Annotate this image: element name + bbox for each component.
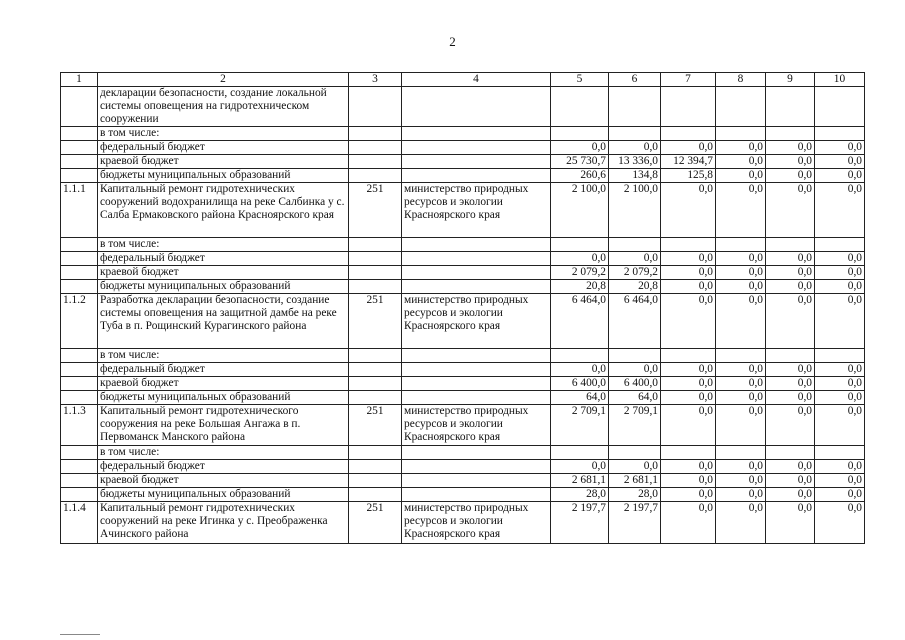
sub-row <box>61 87 865 127</box>
item-number <box>61 169 98 183</box>
value-cell: 6 400,0 <box>551 377 609 391</box>
item-number <box>61 252 98 266</box>
value-cell: 0,0 <box>766 169 815 183</box>
value-cell: 0,0 <box>766 141 815 155</box>
value-cell <box>766 238 815 252</box>
value-cell: 6 400,0 <box>609 377 661 391</box>
value-cell: 2 681,1 <box>551 474 609 488</box>
value-cell: 0,0 <box>815 377 865 391</box>
item-code <box>349 377 402 391</box>
item-number <box>61 391 98 405</box>
column-header: 10 <box>815 73 865 87</box>
value-cell: 0,0 <box>766 474 815 488</box>
value-cell: 0,0 <box>661 294 716 349</box>
column-header: 2 <box>98 73 349 87</box>
value-cell: 0,0 <box>661 460 716 474</box>
value-cell: 2 709,1 <box>609 405 661 446</box>
value-cell: 0,0 <box>661 488 716 502</box>
item-number <box>61 446 98 460</box>
item-code <box>349 474 402 488</box>
value-cell: 0,0 <box>716 266 766 280</box>
value-cell: 2 079,2 <box>551 266 609 280</box>
value-cell <box>551 87 609 127</box>
responsible-org <box>402 280 551 294</box>
item-code <box>349 391 402 405</box>
row-label: декларации безопасности, создание локальной системы оповещения на гидротехническом сооружении <box>98 87 349 127</box>
value-cell: 0,0 <box>815 460 865 474</box>
footnote-rule <box>60 634 100 635</box>
item-number <box>61 141 98 155</box>
column-header: 9 <box>766 73 815 87</box>
value-cell: 0,0 <box>815 280 865 294</box>
value-cell: 0,0 <box>766 502 815 544</box>
responsible-org <box>402 141 551 155</box>
column-header: 4 <box>402 73 551 87</box>
row-label: в том числе: <box>98 238 349 252</box>
value-cell: 0,0 <box>661 405 716 446</box>
responsible-org <box>402 446 551 460</box>
value-cell <box>766 446 815 460</box>
item-code <box>349 169 402 183</box>
row-label: федеральный бюджет <box>98 141 349 155</box>
value-cell <box>815 87 865 127</box>
value-cell <box>815 446 865 460</box>
value-cell: 2 197,7 <box>551 502 609 544</box>
responsible-org <box>402 266 551 280</box>
item-code <box>349 280 402 294</box>
row-label: в том числе: <box>98 446 349 460</box>
column-header: 3 <box>349 73 402 87</box>
row-label: федеральный бюджет <box>98 363 349 377</box>
responsible-org: министерство природных ресурсов и экологии Красноярского края <box>402 405 551 446</box>
row-label: федеральный бюджет <box>98 252 349 266</box>
value-cell: 0,0 <box>716 280 766 294</box>
value-cell: 0,0 <box>661 502 716 544</box>
value-cell <box>551 446 609 460</box>
value-cell: 0,0 <box>766 363 815 377</box>
item-number <box>61 155 98 169</box>
value-cell <box>609 349 661 363</box>
item-number: 1.1.4 <box>61 502 98 544</box>
value-cell: 0,0 <box>815 405 865 446</box>
sub-row <box>61 446 865 460</box>
row-label: бюджеты муниципальных образований <box>98 391 349 405</box>
item-code: 251 <box>349 405 402 446</box>
value-cell: 260,6 <box>551 169 609 183</box>
item-code <box>349 238 402 252</box>
value-cell: 0,0 <box>551 363 609 377</box>
value-cell <box>609 127 661 141</box>
value-cell: 0,0 <box>716 294 766 349</box>
value-cell: 0,0 <box>716 488 766 502</box>
item-name: Капитальный ремонт гидротехнических сооружений на реке Игинка у с. Преображенка Ачинского района <box>98 502 349 544</box>
page-number: 2 <box>449 34 456 49</box>
value-cell: 0,0 <box>551 460 609 474</box>
responsible-org: министерство природных ресурсов и экологии Красноярского края <box>402 183 551 238</box>
value-cell: 13 336,0 <box>609 155 661 169</box>
value-cell: 0,0 <box>716 460 766 474</box>
value-cell: 0,0 <box>661 391 716 405</box>
sub-row <box>61 238 865 252</box>
value-cell: 0,0 <box>716 391 766 405</box>
item-number: 1.1.3 <box>61 405 98 446</box>
value-cell: 0,0 <box>661 183 716 238</box>
item-code <box>349 488 402 502</box>
sub-row <box>61 280 865 294</box>
row-label: краевой бюджет <box>98 266 349 280</box>
value-cell: 2 197,7 <box>609 502 661 544</box>
responsible-org <box>402 474 551 488</box>
value-cell <box>551 238 609 252</box>
item-number <box>61 238 98 252</box>
value-cell: 0,0 <box>609 141 661 155</box>
value-cell: 0,0 <box>609 460 661 474</box>
responsible-org <box>402 252 551 266</box>
responsible-org <box>402 169 551 183</box>
item-number <box>61 474 98 488</box>
value-cell: 0,0 <box>716 252 766 266</box>
item-code <box>349 127 402 141</box>
value-cell <box>716 127 766 141</box>
responsible-org: министерство природных ресурсов и экологии Красноярского края <box>402 502 551 544</box>
value-cell: 20,8 <box>551 280 609 294</box>
sub-row <box>61 141 865 155</box>
item-row <box>61 405 865 446</box>
value-cell: 0,0 <box>815 502 865 544</box>
item-code <box>349 155 402 169</box>
value-cell: 0,0 <box>716 474 766 488</box>
table-body <box>61 73 865 544</box>
sub-row <box>61 488 865 502</box>
value-cell: 134,8 <box>609 169 661 183</box>
responsible-org <box>402 155 551 169</box>
item-number <box>61 377 98 391</box>
value-cell <box>661 238 716 252</box>
value-cell: 0,0 <box>815 488 865 502</box>
budget-table <box>60 72 865 544</box>
item-number: 1.1.1 <box>61 183 98 238</box>
value-cell: 0,0 <box>716 502 766 544</box>
item-number <box>61 488 98 502</box>
responsible-org <box>402 377 551 391</box>
row-label: бюджеты муниципальных образований <box>98 169 349 183</box>
value-cell: 0,0 <box>815 183 865 238</box>
value-cell: 2 100,0 <box>609 183 661 238</box>
row-label: федеральный бюджет <box>98 460 349 474</box>
item-code <box>349 266 402 280</box>
item-number <box>61 349 98 363</box>
item-code <box>349 252 402 266</box>
value-cell: 0,0 <box>815 169 865 183</box>
value-cell: 2 100,0 <box>551 183 609 238</box>
value-cell: 20,8 <box>609 280 661 294</box>
item-code: 251 <box>349 294 402 349</box>
value-cell <box>609 446 661 460</box>
value-cell: 0,0 <box>766 155 815 169</box>
value-cell: 0,0 <box>661 252 716 266</box>
item-code <box>349 349 402 363</box>
sub-row <box>61 363 865 377</box>
responsible-org: министерство природных ресурсов и экологии Красноярского края <box>402 294 551 349</box>
value-cell: 0,0 <box>766 252 815 266</box>
value-cell: 0,0 <box>815 155 865 169</box>
responsible-org <box>402 87 551 127</box>
value-cell: 0,0 <box>609 363 661 377</box>
value-cell: 0,0 <box>661 280 716 294</box>
value-cell <box>661 127 716 141</box>
item-number <box>61 87 98 127</box>
responsible-org <box>402 391 551 405</box>
column-header: 5 <box>551 73 609 87</box>
value-cell: 25 730,7 <box>551 155 609 169</box>
column-header: 1 <box>61 73 98 87</box>
value-cell: 64,0 <box>609 391 661 405</box>
value-cell: 0,0 <box>815 363 865 377</box>
value-cell: 0,0 <box>815 141 865 155</box>
item-name: Капитальный ремонт гидротехнического сооружения на реке Большая Ангажа в п. Первоманск Манского района <box>98 405 349 446</box>
value-cell: 28,0 <box>609 488 661 502</box>
value-cell: 0,0 <box>766 377 815 391</box>
value-cell: 0,0 <box>766 460 815 474</box>
value-cell: 0,0 <box>766 391 815 405</box>
sub-row <box>61 252 865 266</box>
value-cell: 0,0 <box>551 252 609 266</box>
value-cell <box>716 349 766 363</box>
responsible-org <box>402 488 551 502</box>
item-code <box>349 460 402 474</box>
sub-row <box>61 169 865 183</box>
value-cell: 0,0 <box>815 474 865 488</box>
value-cell: 0,0 <box>815 294 865 349</box>
value-cell <box>661 87 716 127</box>
item-name: Разработка декларации безопасности, создание системы оповещения на защитной дамбе на реке Туба в п. Рощинский Курагинского района <box>98 294 349 349</box>
value-cell <box>609 238 661 252</box>
value-cell: 6 464,0 <box>551 294 609 349</box>
item-number: 1.1.2 <box>61 294 98 349</box>
value-cell: 0,0 <box>661 363 716 377</box>
item-code: 251 <box>349 183 402 238</box>
item-code <box>349 87 402 127</box>
row-label: бюджеты муниципальных образований <box>98 280 349 294</box>
sub-row <box>61 377 865 391</box>
row-label: в том числе: <box>98 349 349 363</box>
value-cell: 6 464,0 <box>609 294 661 349</box>
value-cell <box>766 127 815 141</box>
value-cell: 0,0 <box>716 169 766 183</box>
value-cell: 0,0 <box>609 252 661 266</box>
item-code <box>349 141 402 155</box>
value-cell <box>551 349 609 363</box>
sub-row <box>61 127 865 141</box>
row-label: краевой бюджет <box>98 474 349 488</box>
item-number <box>61 266 98 280</box>
item-code: 251 <box>349 502 402 544</box>
item-row <box>61 183 865 238</box>
value-cell <box>661 349 716 363</box>
value-cell: 12 394,7 <box>661 155 716 169</box>
value-cell <box>766 87 815 127</box>
value-cell <box>609 87 661 127</box>
row-label: краевой бюджет <box>98 377 349 391</box>
value-cell: 64,0 <box>551 391 609 405</box>
value-cell: 0,0 <box>661 377 716 391</box>
value-cell: 0,0 <box>716 363 766 377</box>
value-cell <box>815 238 865 252</box>
value-cell <box>815 127 865 141</box>
row-label: бюджеты муниципальных образований <box>98 488 349 502</box>
value-cell: 0,0 <box>815 252 865 266</box>
value-cell: 0,0 <box>766 280 815 294</box>
sub-row <box>61 349 865 363</box>
value-cell: 0,0 <box>815 391 865 405</box>
value-cell <box>815 349 865 363</box>
value-cell: 0,0 <box>716 141 766 155</box>
value-cell <box>716 87 766 127</box>
value-cell: 0,0 <box>661 474 716 488</box>
value-cell: 0,0 <box>766 405 815 446</box>
value-cell <box>766 349 815 363</box>
column-header: 6 <box>609 73 661 87</box>
item-code <box>349 363 402 377</box>
sub-row <box>61 474 865 488</box>
item-number <box>61 363 98 377</box>
sub-row <box>61 155 865 169</box>
value-cell: 0,0 <box>766 266 815 280</box>
value-cell: 0,0 <box>716 377 766 391</box>
sub-row <box>61 391 865 405</box>
value-cell: 0,0 <box>766 488 815 502</box>
value-cell: 125,8 <box>661 169 716 183</box>
value-cell: 0,0 <box>716 405 766 446</box>
header-row <box>61 73 865 87</box>
item-number <box>61 127 98 141</box>
item-row <box>61 502 865 544</box>
value-cell: 0,0 <box>716 155 766 169</box>
value-cell: 0,0 <box>815 266 865 280</box>
value-cell: 2 681,1 <box>609 474 661 488</box>
value-cell: 0,0 <box>661 266 716 280</box>
item-number <box>61 280 98 294</box>
value-cell: 0,0 <box>766 183 815 238</box>
sub-row <box>61 266 865 280</box>
responsible-org <box>402 460 551 474</box>
value-cell <box>716 446 766 460</box>
item-code <box>349 446 402 460</box>
responsible-org <box>402 238 551 252</box>
value-cell: 0,0 <box>551 141 609 155</box>
value-cell <box>551 127 609 141</box>
item-row <box>61 294 865 349</box>
value-cell: 2 709,1 <box>551 405 609 446</box>
item-name: Капитальный ремонт гидротехнических сооружений водохранилища на реке Салбинка у с. Салба Ермаковского района Красноярского края <box>98 183 349 238</box>
row-label: краевой бюджет <box>98 155 349 169</box>
value-cell: 0,0 <box>661 141 716 155</box>
responsible-org <box>402 127 551 141</box>
sub-row <box>61 460 865 474</box>
value-cell: 2 079,2 <box>609 266 661 280</box>
responsible-org <box>402 363 551 377</box>
value-cell <box>661 446 716 460</box>
responsible-org <box>402 349 551 363</box>
value-cell: 28,0 <box>551 488 609 502</box>
item-number <box>61 460 98 474</box>
value-cell: 0,0 <box>716 183 766 238</box>
value-cell <box>716 238 766 252</box>
column-header: 7 <box>661 73 716 87</box>
column-header: 8 <box>716 73 766 87</box>
row-label: в том числе: <box>98 127 349 141</box>
value-cell: 0,0 <box>766 294 815 349</box>
